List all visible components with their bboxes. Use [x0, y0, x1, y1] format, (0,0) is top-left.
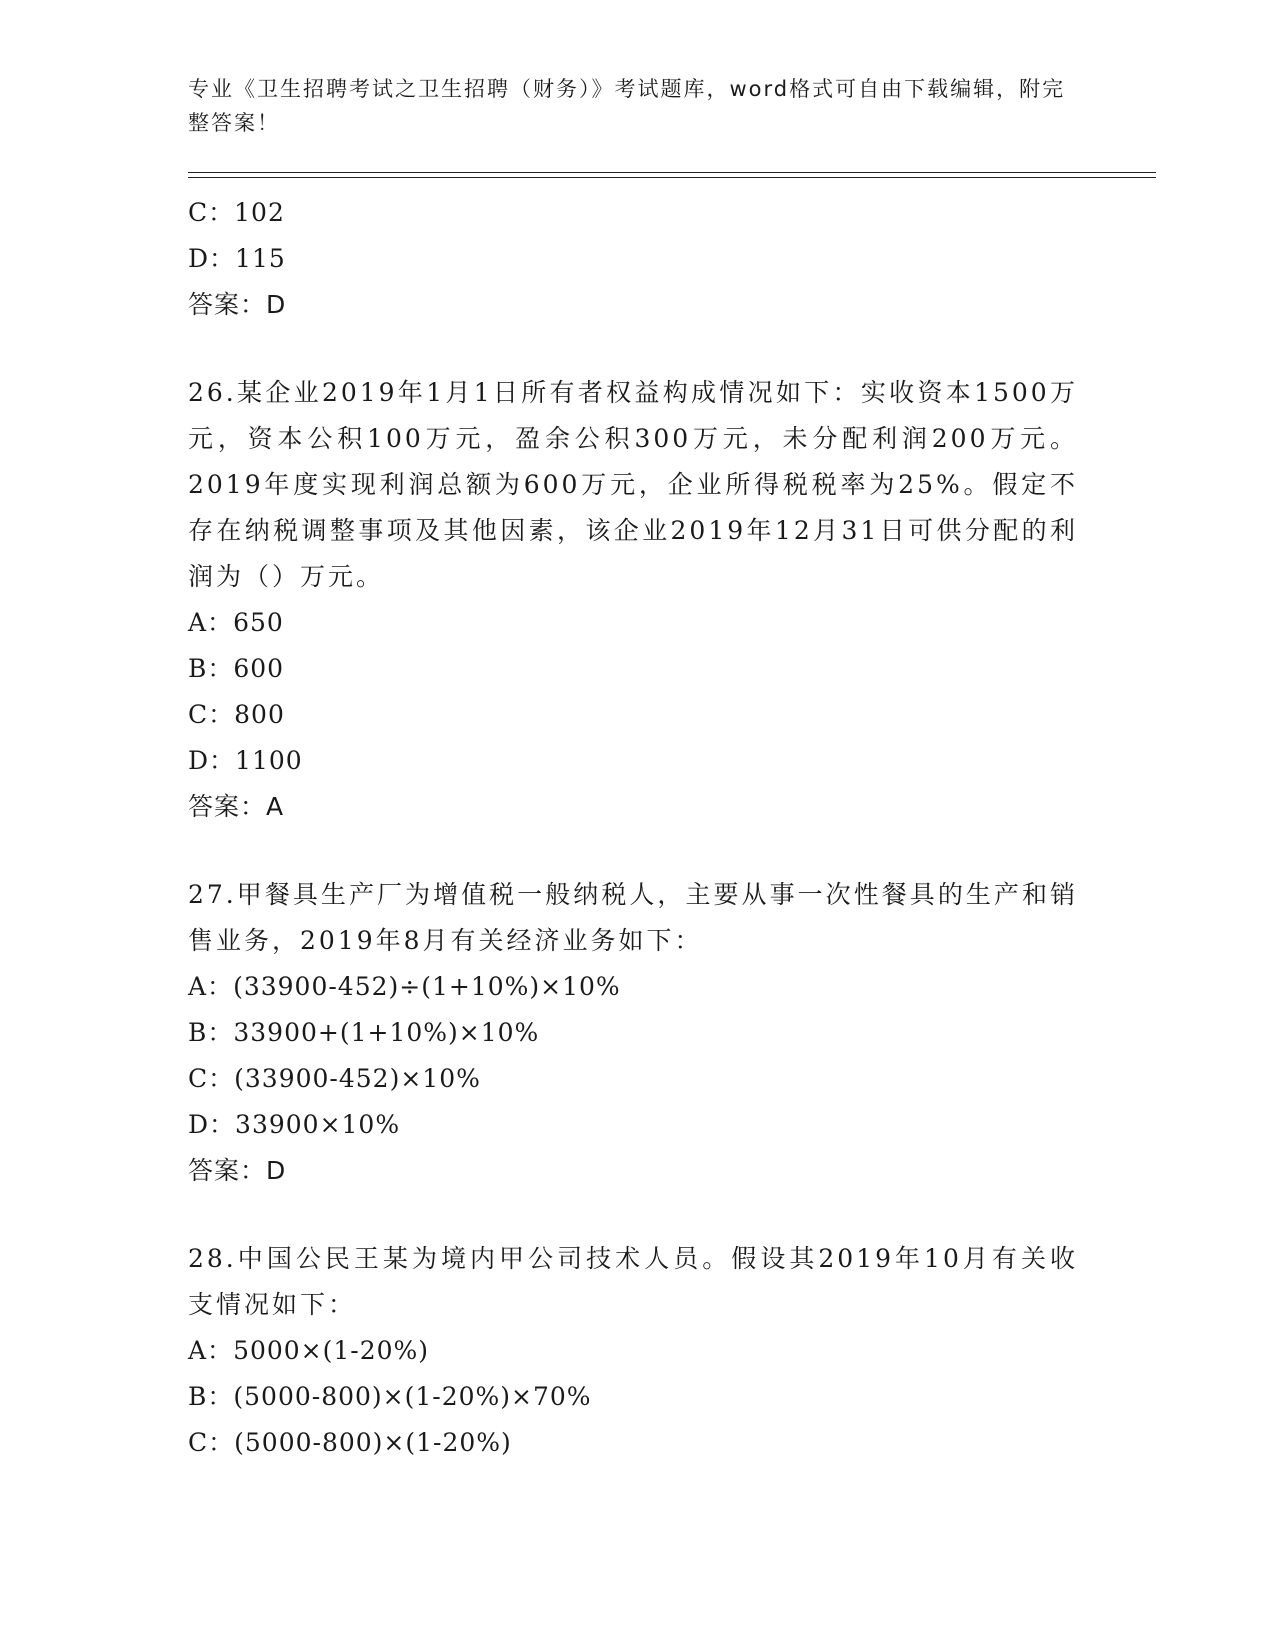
answer-27: 答案：D: [188, 1156, 287, 1185]
option-d: D：33900×10%: [188, 1110, 401, 1139]
option-c: C：800: [188, 700, 285, 729]
option-c: C：(33900-452)×10%: [188, 1064, 481, 1093]
option-c: C：102: [188, 198, 285, 227]
option-b: B：600: [188, 654, 285, 683]
answer-25: 答案：D: [188, 290, 287, 319]
question-26-stem: 26.某企业2019年1月1日所有者权益构成情况如下：实收资本1500万元，资本公积100万元，盈余公积300万元，未分配利润200万元。2019年度实现利润总额为600万元，企业所得税税率为25%。假定不存在纳税调整事项及其他因素，该企业2019年12月31日可供分配的利润为（）万元。: [188, 378, 1078, 591]
option-a: A：650: [188, 608, 284, 637]
answer-26: 答案：A: [188, 792, 285, 821]
option-c: C：(5000-800)×(1-20%): [188, 1428, 512, 1457]
option-a: A：(33900-452)÷(1+10%)×10%: [188, 972, 621, 1001]
question-27-stem: 27.甲餐具生产厂为增值税一般纳税人，主要从事一次性餐具的生产和销售业务，2019年8月有关经济业务如下：: [188, 880, 1078, 955]
option-a: A：5000×(1-20%): [188, 1336, 430, 1365]
document-header: 专业《卫生招聘考试之卫生招聘（财务）》考试题库，word格式可自由下载编辑，附完整答案！: [188, 77, 1066, 135]
question-25-tail: [188, 190, 1078, 328]
question-28: [188, 1236, 1078, 1466]
header-rule-top: [188, 172, 1156, 173]
header-rule-bottom: [188, 177, 1156, 178]
option-b: B：(5000-800)×(1-20%)×70%: [188, 1382, 592, 1411]
question-content: [188, 190, 1078, 1466]
option-d: D：1100: [188, 746, 303, 775]
question-28-stem: 28.中国公民王某为境内甲公司技术人员。假设其2019年10月有关收支情况如下：: [188, 1244, 1078, 1319]
option-d: D：115: [188, 244, 286, 273]
question-26: [188, 370, 1078, 830]
option-b: B：33900+(1+10%)×10%: [188, 1018, 540, 1047]
question-27: [188, 872, 1078, 1194]
